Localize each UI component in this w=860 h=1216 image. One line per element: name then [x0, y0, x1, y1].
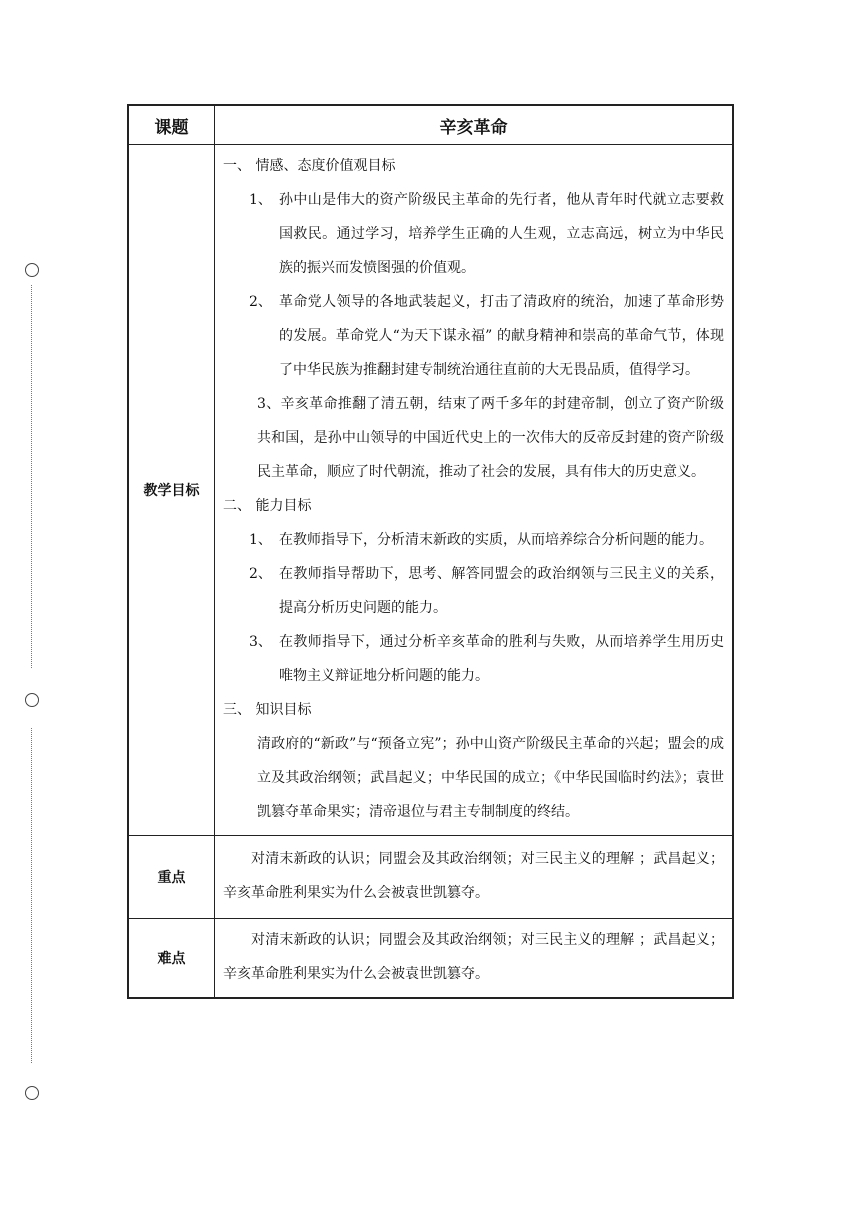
objectives-label: 教学目标 [128, 145, 215, 836]
item-number: 1、 [249, 532, 272, 548]
objective-item [223, 523, 724, 557]
objective-item [223, 285, 724, 387]
difficulties-content [215, 919, 734, 999]
item-number: 3、 [257, 396, 281, 412]
item-text: 革命党人领导的各地武装起义，打击了清政府的统治，加速了革命形势的发展。革命党人“为天下谋永福” 的献身精神和崇高的革命气节，体现了中华民族为推翻封建专制统治通往直前的大无畏品质，值得学习。 [279, 294, 724, 378]
item-text: 在教师指导下，通过分析辛亥革命的胜利与失败，从而培养学生用历史唯物主义辩证地分析问题的能力。 [279, 634, 724, 684]
item-text: 孙中山是伟大的资产阶级民主革命的先行者，他从青年时代就立志要救国救民。通过学习，培养学生正确的人生观，立志高远，树立为中华民族的振兴而发愤图强的价值观。 [279, 192, 724, 276]
item-number: 3、 [249, 634, 272, 650]
lesson-title: 辛亥革命 [215, 105, 734, 145]
difficulties-label: 难点 [128, 919, 215, 999]
difficulties-text: 对清末新政的认识；同盟会及其政治纲领；对三民主义的理解 ；武昌起义；辛亥革命胜利果实为什么会被袁世凯篡夺。 [223, 932, 724, 982]
objective-item [223, 557, 724, 625]
item-number: 2、 [249, 294, 272, 310]
section-heading: 一、 情感、态度价值观目标 [223, 158, 396, 174]
binding-hole-mark [25, 263, 39, 277]
item-number: 2、 [249, 566, 272, 582]
binding-hole-mark [25, 1086, 39, 1100]
objectives-content [215, 145, 734, 836]
objective-item [223, 625, 724, 693]
section-heading: 二、 能力目标 [223, 498, 312, 514]
section-heading: 三、 知识目标 [223, 702, 312, 718]
header-row [128, 105, 733, 145]
key-points-content [215, 836, 734, 919]
objectives-row [128, 145, 733, 836]
item-number: 1、 [249, 192, 272, 208]
topic-label: 课题 [128, 105, 215, 145]
objective-item [223, 387, 724, 489]
binding-dotted-line [31, 728, 32, 1063]
item-text: 在教师指导下，分析清末新政的实质，从而培养综合分析问题的能力。 [279, 532, 713, 548]
key-points-row [128, 836, 733, 919]
knowledge-text: 清政府的“新政”与“预备立宪”；孙中山资产阶级民主革命的兴起；盟会的成立及其政治纲领；武昌起义；中华民国的成立；《中华民国临时约法》；袁世凯篡夺革命果实；清帝退位与君主专制制度的终结。 [257, 736, 724, 820]
lesson-plan-table [127, 104, 734, 999]
binding-hole-mark [25, 693, 39, 707]
key-points-text: 对清末新政的认识；同盟会及其政治纲领；对三民主义的理解 ；武昌起义；辛亥革命胜利果实为什么会被袁世凯篡夺。 [223, 851, 724, 901]
item-text: 在教师指导帮助下，思考、解答同盟会的政治纲领与三民主义的关系，提高分析历史问题的能力。 [279, 566, 724, 616]
key-points-label: 重点 [128, 836, 215, 919]
difficulties-row [128, 919, 733, 999]
binding-dotted-line [31, 285, 32, 668]
objective-item [223, 183, 724, 285]
item-text: 辛亥革命推翻了清五朝，结束了两千多年的封建帝制，创立了资产阶级共和国，是孙中山领导的中国近代史上的一次伟大的反帝反封建的资产阶级民主革命，顺应了时代朝流，推动了社会的发展，具有伟大的历史意义。 [257, 396, 724, 480]
